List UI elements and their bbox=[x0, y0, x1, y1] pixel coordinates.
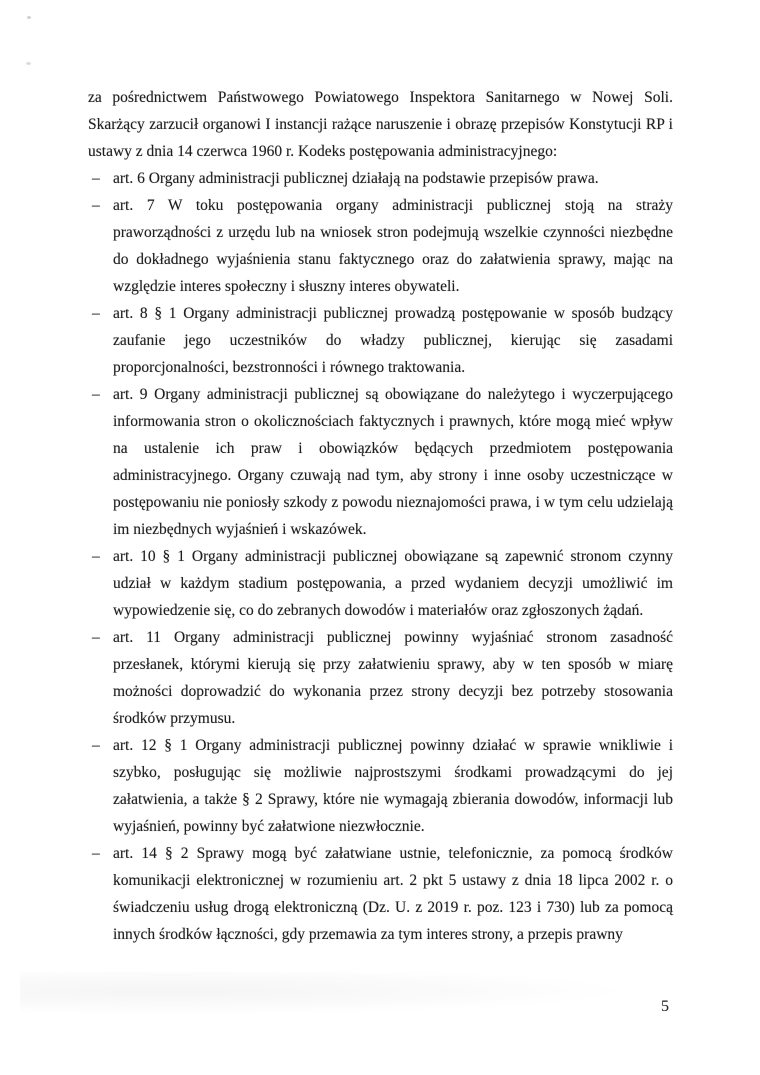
list-item-art-11 bbox=[88, 624, 673, 732]
list-item-text: art. 6 Organy administracji publicznej działają na podstawie przepisów prawa. bbox=[113, 170, 599, 187]
list-item-text: art. 10 § 1 Organy administracji publicznej obowiązane są zapewnić stronom czynny udział w każdym stadium postępowania, a przed wydaniem decyzji umożliwić im wypowiedzenie się, co do zebranych dowodów i materiałów oraz zgłoszonych żądań. bbox=[113, 548, 673, 619]
list-item-text: art. 11 Organy administracji publicznej powinny wyjaśniać stronom zasadność przesłanek, którymi kierują się przy załatwieniu sprawy, aby w ten sposób w miarę możności doprowadzić do wykonania przez strony decyzji bez potrzeby stosowania środków przymusu. bbox=[113, 629, 673, 727]
list-item-text: art. 8 § 1 Organy administracji publicznej prowadzą postępowanie w sposób budzący zaufanie jego uczestników do władzy publicznej, kierując się zasadami proporcjonalności, bezstronności i równego traktowania. bbox=[113, 305, 673, 376]
list-item-art-8 bbox=[88, 300, 673, 381]
intro-paragraph: za pośrednictwem Państwowego Powiatowego Inspektora Sanitarnego w Nowej Soli. Skarżący zarzucił organowi I instancji rażące naruszenie i obrazę przepisów Konstytucji RP i ustawy z dnia 14 czerwca 1960 r. Kodeks postępowania administracyjnego: bbox=[88, 89, 673, 160]
scan-smudge-artifact bbox=[20, 972, 620, 1014]
page-number: 5 bbox=[661, 998, 669, 1015]
list-item-art-9 bbox=[88, 381, 673, 543]
list-dash: – bbox=[92, 386, 100, 403]
list-dash: – bbox=[92, 548, 100, 565]
list-dash: – bbox=[92, 737, 100, 754]
list-item-text: art. 12 § 1 Organy administracji publicznej powinny działać w sprawie wnikliwie i szybko, posługując się możliwie najprostszymi środkami prowadzącymi do jej załatwienia, a także § 2 Sprawy, które nie wymagają zbierania dowodów, informacji lub wyjaśnień, powinny być załatwione niezwłocznie. bbox=[113, 737, 673, 835]
list-dash: – bbox=[92, 629, 100, 646]
list-dash: – bbox=[92, 845, 100, 862]
scan-speck-artifact bbox=[26, 62, 31, 65]
scan-speck-artifact bbox=[27, 16, 31, 19]
list-item-art-6 bbox=[88, 165, 673, 192]
list-item-art-7 bbox=[88, 192, 673, 300]
list-dash: – bbox=[92, 170, 100, 187]
list-item-text: art. 14 § 2 Sprawy mogą być załatwiane ustnie, telefonicznie, za pomocą środków komunikacji elektronicznej w rozumieniu art. 2 pkt 5 ustawy z dnia 18 lipca 2002 r. o świadczeniu usług drogą elektroniczną (Dz. U. z 2019 r. poz. 123 i 730) lub za pomocą innych środków łączności, gdy przemawia za tym interes strony, a przepis prawny bbox=[113, 845, 673, 943]
list-item-art-12 bbox=[88, 732, 673, 840]
document-body bbox=[88, 84, 673, 948]
list-item-art-14 bbox=[88, 840, 673, 948]
list-item-art-10 bbox=[88, 543, 673, 624]
list-dash: – bbox=[92, 305, 100, 322]
list-item-text: art. 9 Organy administracji publicznej są obowiązane do należytego i wyczerpującego informowania stron o okolicznościach faktycznych i prawnych, które mogą mieć wpływ na ustalenie ich praw i obowiązków będących przedmiotem postępowania administracyjnego. Organy czuwają nad tym, aby strony i inne osoby uczestniczące w postępowaniu nie poniosły szkody z powodu nieznajomości prawa, i w tym celu udzielają im niezbędnych wyjaśnień i wskazówek. bbox=[113, 386, 673, 538]
articles-list bbox=[88, 165, 673, 948]
list-item-text: art. 7 W toku postępowania organy administracji publicznej stoją na straży praworządności z urzędu lub na wniosek stron podejmują wszelkie czynności niezbędne do dokładnego wyjaśnienia stanu faktycznego oraz do załatwienia sprawy, mając na względzie interes społeczny i słuszny interes obywateli. bbox=[113, 197, 673, 295]
list-dash: – bbox=[92, 197, 100, 214]
